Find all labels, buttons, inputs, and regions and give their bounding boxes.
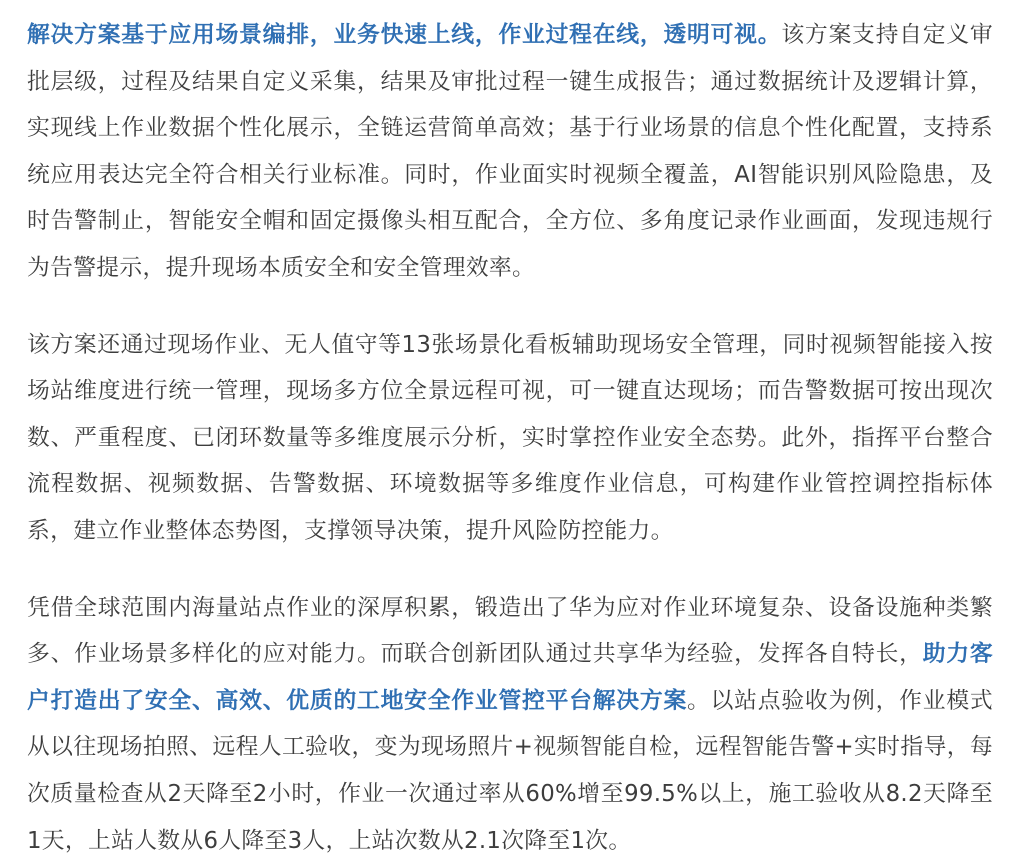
highlighted-lead-sentence: 解决方案基于应用场景编排，业务快速上线，作业过程在线，透明可视。 bbox=[27, 22, 782, 48]
paragraph-solution-overview bbox=[27, 12, 993, 292]
highlighted-phrase: 助力客户打造出了安全、高效、优质的工地安全作业管控平台解决方案 bbox=[27, 641, 993, 714]
paragraph-dashboards bbox=[27, 322, 993, 555]
paragraph-text: 该方案支持自定义审批层级，过程及结果自定义采集，结果及审批过程一键生成报告；通过数据统计及逻辑计算，实现线上作业数据个性化展示，全链运营简单高效；基于行业场景的信息个性化配置，支持系统应用表达完全符合相关行业标准。同时，作业面实时视频全覆盖，AI智能识别风险隐患，及时告警制止，智能安全帽和固定摄像头相互配合，全方位、多角度记录作业画面，发现违规行为告警提示，提升现场本质安全和安全管理效率。 bbox=[27, 22, 993, 281]
paragraph-text-after: 。以站点验收为例，作业模式从以往现场拍照、远程人工验收，变为现场照片+视频智能自检，远程智能告警+实时指导，每次质量检查从2天降至2小时，作业一次通过率从60%增至99.5%以上，施工验收从8.2天降至1天，上站人数从6人降至3人，上站次数从2.1次降至1次。 bbox=[27, 687, 993, 854]
paragraph-text: 该方案还通过现场作业、无人值守等13张场景化看板辅助现场安全管理，同时视频智能接入按场站维度进行统一管理，现场多方位全景远程可视，可一键直达现场；而告警数据可按出现次数、严重程度、已闭环数量等多维度展示分析，实时掌控作业安全态势。此外，指挥平台整合流程数据、视频数据、告警数据、环境数据等多维度作业信息，可构建作业管控调控指标体系，建立作业整体态势图，支撑领导决策，提升风险防控能力。 bbox=[27, 331, 993, 544]
paragraph-text-before: 凭借全球范围内海量站点作业的深厚积累，锻造出了华为应对作业环境复杂、设备设施种类繁多、作业场景多样化的应对能力。而联合创新团队通过共享华为经验，发挥各自特长， bbox=[27, 594, 993, 668]
paragraph-results bbox=[27, 585, 993, 864]
